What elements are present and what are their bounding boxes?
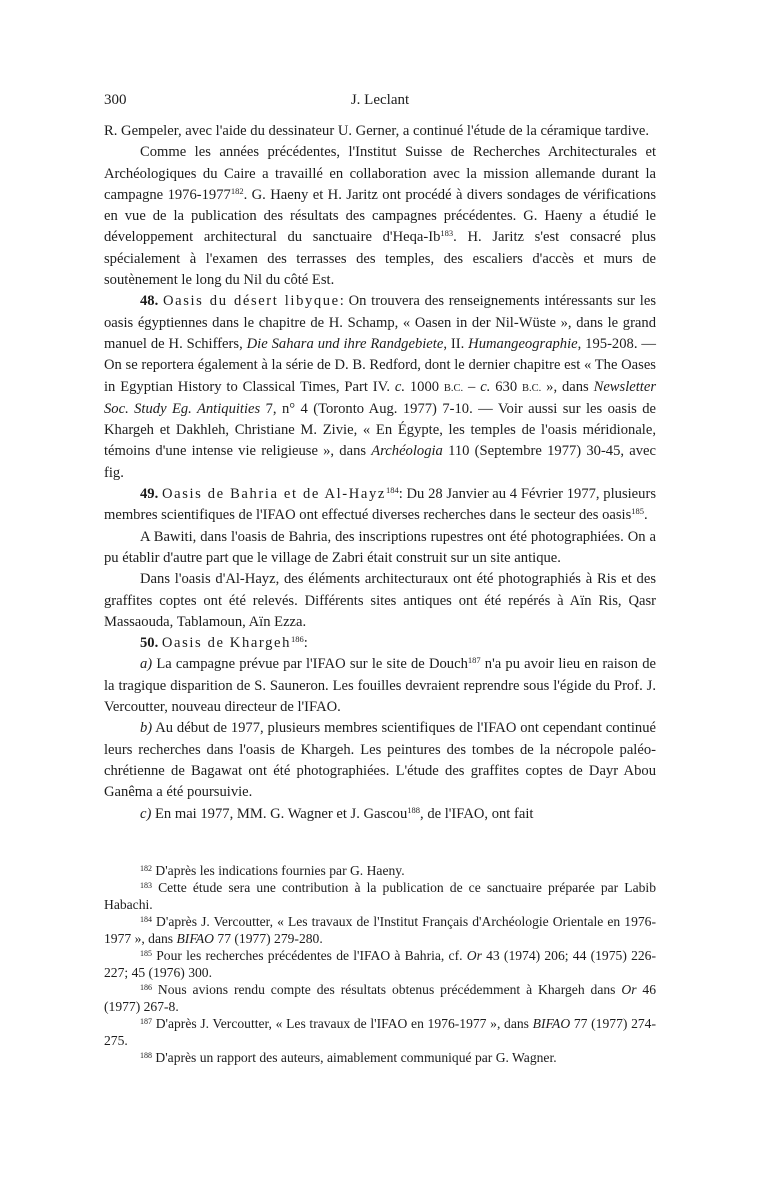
footnote-number: 183 — [140, 881, 152, 890]
footnote-ref-187[interactable]: 187 — [467, 655, 481, 666]
section-48: 48. Oasis du désert libyque: On trouvera des renseignements intéressants sur les oasis égyptiennes dans le chapitre de H. Schamp, « Oasen in der Nil-Wüste », dans le grand manuel de H. Schiffers, Die Sahara und ihre Randgebiete, II. Humangeographie, 195-208. — On se reportera également à la série de D. B. Redford, dont le dernier chapitre est « The Oases in Egyptian History to Classical Times, Part IV. c. 1000 B.C. – c. 630 B.C. », dans Newsletter Soc. Study Eg. Antiquities 7, n° 4 (Toronto Aug. 1977) 7-10. — Voir aussi sur les oasis de Khargeh et Dakhleh, Christiane M. Zivie, « En Égypte, les temples de l'oasis méridionale, témoins d'une intense vie religieuse », dans Archéologia 110 (Septembre 1977) 30-45, avec fig. — [104, 293, 657, 481]
footnote-182: $^{182}$ D'après les indications fournies par G. Haeny. — [140, 863, 405, 878]
footnote-183: $^{183}$ Cette étude sera une contribution à la publication de ce sanctuaire préparée par Labib Habachi. — [104, 880, 656, 912]
section-number: 50. — [140, 635, 159, 652]
body-text — [104, 121, 656, 825]
section-number: 48. — [140, 293, 159, 310]
footnote-185: $^{185}$ Pour les recherches précédentes de l'IFAO à Bahria, cf. Or 43 (1974) 206; 44 (1975) 226-227; 45 (1976) 300. — [104, 948, 656, 980]
paragraph-al-hayz: Dans l'oasis d'Al-Hayz, des éléments architecturaux ont été photographiés à Ris et des graffites coptes ont été relevés. Différents sites antiques ont été repérés à Aïn Ris, Qasr Massaouda, Tablamoun, Aïn Ezza. — [104, 571, 656, 630]
paragraph-institut-suisse: Comme les années précédentes, l'Institut Suisse de Recherches Architecturales et Archéologiques du Caire a travaillé en collaboration avec la mission allemande durant la campagne 1976-1977$^{182}$. G. Haeny et H. Jaritz ont procédé à divers sondages de vérifications en vue de la publication des résultats des campagnes précédentes. G. Haeny a étudié le développement architectural du sanctuaire d'Heqa-Ib$^{183}$. H. Jaritz s'est consacré plus spécialement à l'examen des terrasses des temples, des escaliers d'accès et murs de soutènement le long du Nil du côté Est. — [104, 144, 656, 289]
footnote-187: $^{187}$ D'après J. Vercoutter, « Les travaux de l'IFAO en 1976-1977 », dans BIFAO 77 (1977) 274-275. — [104, 1016, 656, 1048]
running-head: J. Leclant — [350, 92, 410, 108]
footnote-ref-186[interactable]: 186 — [291, 634, 304, 645]
footnote-ref-188[interactable]: 188 — [407, 804, 421, 815]
footnote-ref-182[interactable]: 182 — [230, 185, 244, 196]
footnote-188: $^{188}$ D'après un rapport des auteurs, aimablement communiqué par G. Wagner. — [140, 1050, 557, 1065]
footnote-ref-185[interactable]: 185 — [631, 506, 645, 517]
page-number: 300 — [104, 92, 127, 108]
footnote-ref-183[interactable]: 183 — [440, 228, 454, 239]
section-title: Oasis de Khargeh — [161, 635, 291, 652]
footnote-number: 187 — [140, 1017, 152, 1026]
section-title: Oasis du désert libyque — [163, 293, 340, 310]
footnote-186: $^{186}$ Nous avions rendu compte des résultats obtenus précédemment à Khargeh dans Or 46 (1977) 267-8. — [104, 982, 656, 1014]
footnote-184: $^{184}$ D'après J. Vercoutter, « Les travaux de l'Institut Français d'Archéologie Orientale en 1976-1977 », dans BIFAO 77 (1977) 279-280. — [104, 914, 656, 946]
footnote-number: 186 — [140, 983, 152, 992]
footnote-number: 182 — [140, 864, 152, 873]
section-50: 50. Oasis de Khargeh$^{186}$: — [140, 634, 308, 652]
footnote-number: 185 — [140, 949, 152, 958]
paragraph-gempeler: R. Gempeler, avec l'aide du dessinateur U. Gerner, a continué l'étude de la céramique tardive. — [104, 123, 650, 139]
section-49: 49. Oasis de Bahria et de Al-Hayz$^{184}$: Du 28 Janvier au 4 Février 1977, plusieurs membres scientifiques de l'IFAO ont effectué diverses recherches dans le secteur des oasis$^{185}$. — [104, 485, 656, 524]
item-label: c) — [140, 805, 152, 822]
section-title: Oasis de Bahria et de Al-Hayz — [162, 486, 386, 503]
paragraph-a: a) La campagne prévue par l'IFAO sur le site de Douch$^{187}$ n'a pu avoir lieu en raison de la tragique disparition de S. Sauneron. Les fouilles devraient reprendre sous l'égide du Prof. J. Vercoutter, nouveau directeur de l'IFAO. — [104, 655, 656, 716]
footnote-number: 188 — [140, 1051, 152, 1060]
paragraph-c: c) En mai 1977, MM. G. Wagner et J. Gascou$^{188}$, de l'IFAO, ont fait — [140, 804, 534, 822]
section-number: 49. — [140, 486, 159, 503]
footnote-ref-184[interactable]: 184 — [385, 485, 399, 496]
page-header — [104, 92, 656, 114]
paragraph-bawiti: A Bawiti, dans l'oasis de Bahria, des inscriptions rupestres ont été photographiées. On a pu établir d'autre part que le village de Zabri était construit sur un site antique. — [104, 528, 656, 566]
item-label: a) — [140, 656, 153, 673]
item-label: b) — [140, 720, 153, 737]
footnotes — [104, 862, 656, 1065]
footnote-number: 184 — [140, 915, 152, 924]
paragraph-b: b) Au début de 1977, plusieurs membres scientifiques de l'IFAO ont cependant continué leurs recherches dans l'oasis de Khargeh. Les peintures des tombes de la nécropole paléo-chrétienne de Bagawat ont été photographiées. L'étude des graffites coptes de Dayr Abou Ganêma a été poursuivie. — [104, 720, 656, 801]
